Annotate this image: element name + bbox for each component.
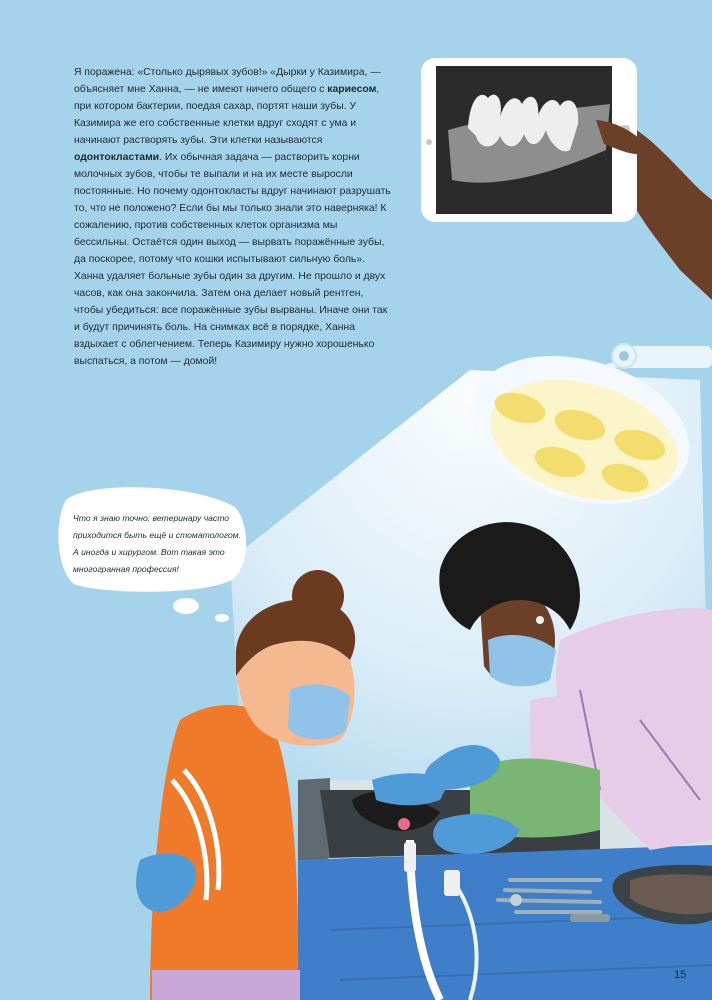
article-part-1: Я поражена: «Столько дырявых зубов!» «Дырки у Казимира, — объясняет мне Ханна, — не имеют ничего общего с — [74, 67, 381, 95]
term-odontoclasts: одонтокластами — [74, 152, 160, 163]
article-text — [74, 64, 394, 370]
xray-tablet — [421, 58, 712, 300]
term-caries: кариесом — [327, 84, 377, 95]
article-part-2: , при котором бактерии, поедая сахар, портят наши зубы. У Казимира же его собственные клетки вдруг сходят с ума и начинают растворять зубы. Эти клетки называются — [74, 84, 380, 146]
thought-bubble-text: Что я знаю точно: ветеринару часто приходится быть ещё и стоматологом. А иногда и хирургом. Вот такая это многогранная профессия! — [73, 513, 242, 574]
article-paragraph — [74, 64, 394, 370]
article-part-3: . Их обычная задача — растворить корни молочных зубов, чтобы те выпали и на их месте выросли постоянные. Но почему одонтокласты вдруг начинают разрушать то, что не положено? Если бы мы только знали это наверняка! К сожалению, против собственных клеток организма мы бессильны. Остаётся один выход — вырвать поражённые зубы, да поскорее, потому что кошки испытывают сильную боль». Ханна удаляет больные зубы один за другим. Не прошло и двух часов, как она закончила. Затем она делает новый рентген, чтобы убедиться: все поражённые зубы вырваны. Иначе они так и будут причинять боль. На снимках всё в порядке, Ханна вздыхает с облегчением. Теперь Казимиру нужно хорошенько выспаться, а потом — домой! — [74, 152, 391, 367]
page-number: 15 — [674, 969, 687, 981]
